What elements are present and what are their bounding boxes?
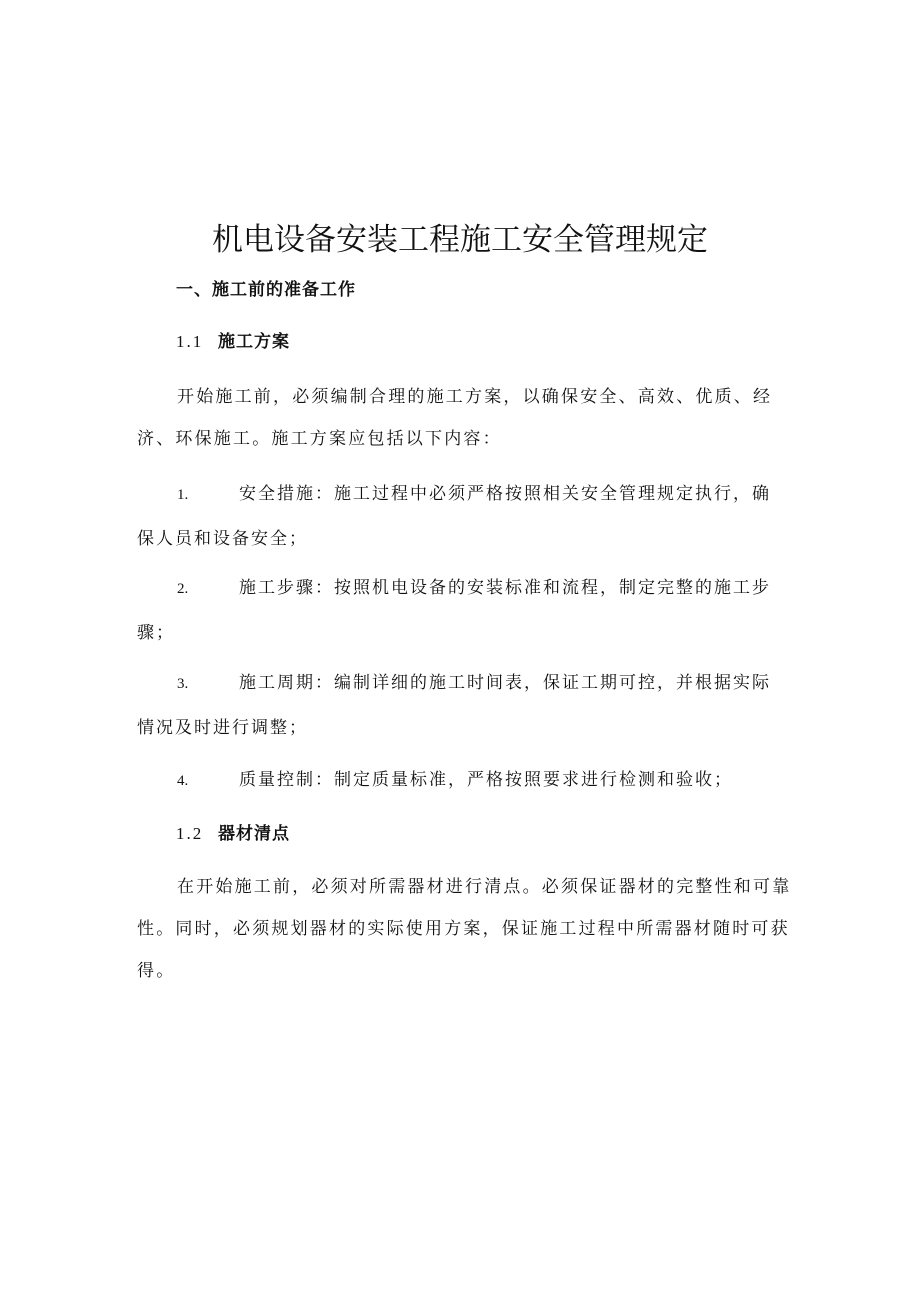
subsection-heading-1-2 bbox=[176, 820, 290, 848]
list-item-text: 安全措施：施工过程中必须严格按照相关安全管理规定执行，确保人员和设备安全； bbox=[137, 484, 771, 549]
list-item-text: 施工周期：编制详细的施工时间表，保证工期可控，并根据实际情况及时进行调整； bbox=[137, 673, 771, 738]
subsection-title: 施工方案 bbox=[218, 332, 290, 352]
list-item-number: 3. bbox=[177, 676, 189, 692]
list-item-number: 2. bbox=[177, 581, 189, 597]
list-item-number: 1. bbox=[177, 487, 189, 503]
document-title: 机电设备安装工程施工安全管理规定 bbox=[212, 222, 708, 258]
subsection-title: 器材清点 bbox=[218, 824, 290, 844]
list-item-text: 施工步骤：按照机电设备的安装标准和流程，制定完整的施工步骤； bbox=[137, 578, 771, 643]
list-item-2 bbox=[137, 566, 777, 655]
list-item-3 bbox=[137, 661, 777, 750]
subsection-heading-1-1 bbox=[176, 328, 290, 356]
list-item-text: 质量控制：制定质量标准，严格按照要求进行检测和验收； bbox=[239, 770, 733, 790]
subsection-number: 1.1 bbox=[176, 332, 204, 351]
list-item-number: 4. bbox=[177, 773, 189, 789]
list-item-4 bbox=[137, 758, 777, 803]
list-item-1 bbox=[137, 472, 777, 561]
section-heading: 一、施工前的准备工作 bbox=[176, 280, 356, 300]
intro-paragraph: 开始施工前，必须编制合理的施工方案，以确保安全、高效、优质、经济、环保施工。施工方案应包括以下内容： bbox=[137, 387, 773, 449]
subsection-number: 1.2 bbox=[176, 824, 204, 843]
equipment-paragraph: 在开始施工前，必须对所需器材进行清点。必须保证器材的完整性和可靠性。同时，必须规划器材的实际使用方案，保证施工过程中所需器材随时可获得。 bbox=[137, 877, 792, 981]
